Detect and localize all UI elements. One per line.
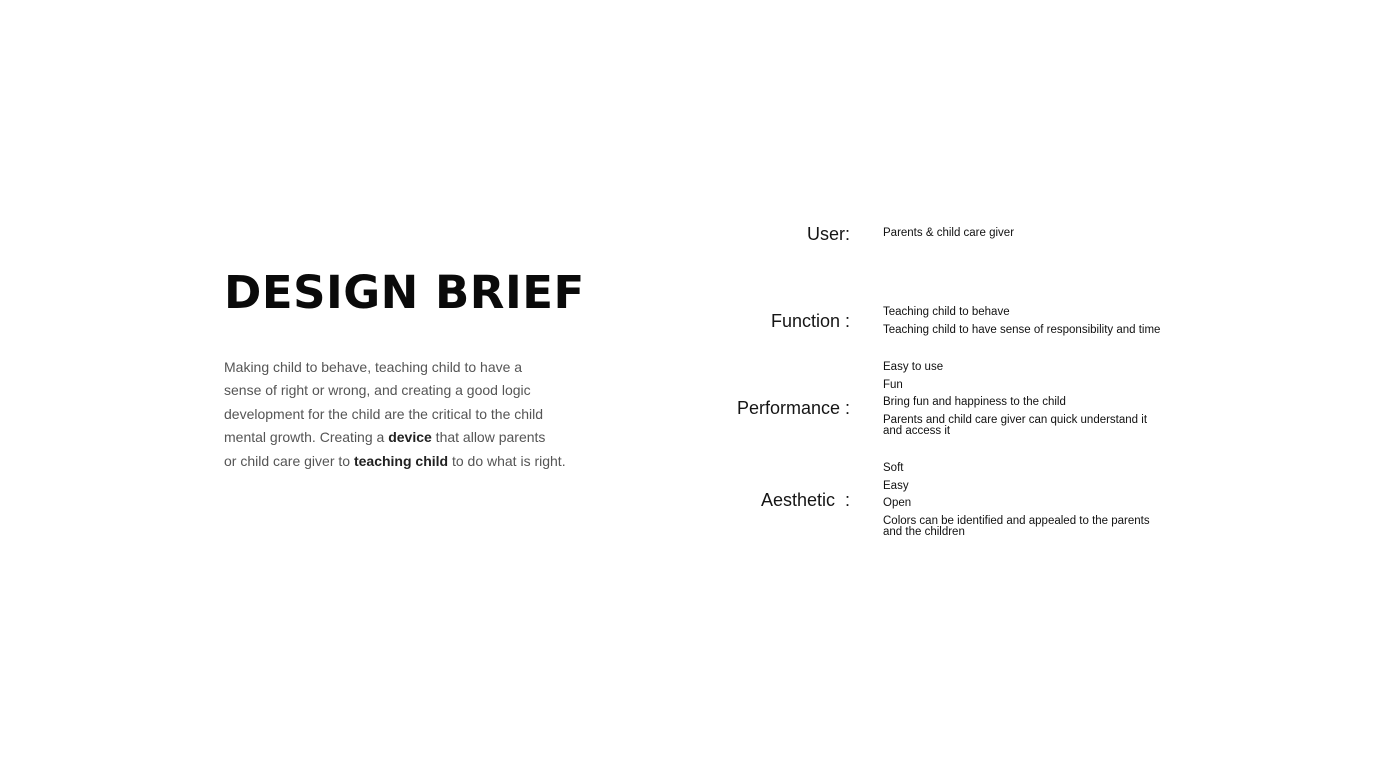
- intro-text: that allow parents: [431, 429, 546, 446]
- function-value: Teaching child to have sense of responsibility and time: [883, 323, 1161, 336]
- aesthetic-value: Colors can be identified and appealed to the parents: [883, 514, 1150, 527]
- intro-line: development for the child are the critical to the child: [224, 405, 544, 422]
- intro-text: to do what is right.: [448, 452, 566, 469]
- aesthetic-value: Open: [883, 497, 912, 509]
- intro-emphasis-device: device: [388, 429, 432, 446]
- aesthetic-value: Easy: [883, 479, 909, 492]
- performance-value: Bring fun and happiness to the child: [883, 396, 1066, 408]
- intro-paragraph: [224, 356, 574, 473]
- aesthetic-value: Soft: [883, 462, 904, 474]
- performance-value: Easy to use: [883, 361, 944, 373]
- intro-line: sense of right or wrong, and creating a good logic: [224, 382, 531, 399]
- function-label: Function :: [770, 311, 850, 331]
- performance-value: and access it: [883, 425, 951, 437]
- performance-label: Performance :: [736, 398, 850, 418]
- aesthetic-value: and the children: [883, 526, 965, 538]
- aesthetic-label: Aesthetic :: [760, 490, 850, 510]
- performance-value: Fun: [883, 378, 903, 391]
- function-values: [883, 307, 1183, 342]
- page-title: DESIGN BRIEF: [224, 266, 585, 319]
- performance-values: [883, 362, 1183, 444]
- user-label: User:: [806, 224, 850, 244]
- function-value: Teaching child to behave: [883, 306, 1010, 318]
- intro-text: mental growth. Creating a: [224, 429, 389, 446]
- intro-line: [224, 426, 574, 449]
- intro-line: Making child to behave, teaching child to have a: [224, 359, 523, 375]
- aesthetic-values: [883, 463, 1183, 545]
- user-value: Parents & child care giver: [883, 227, 1015, 239]
- performance-value: Parents and child care giver can quick understand it: [883, 413, 1148, 426]
- intro-emphasis-teaching-child: teaching child: [353, 452, 449, 469]
- user-values: [883, 228, 1183, 246]
- intro-text: or child care giver to: [224, 452, 354, 469]
- intro-line: [224, 450, 574, 473]
